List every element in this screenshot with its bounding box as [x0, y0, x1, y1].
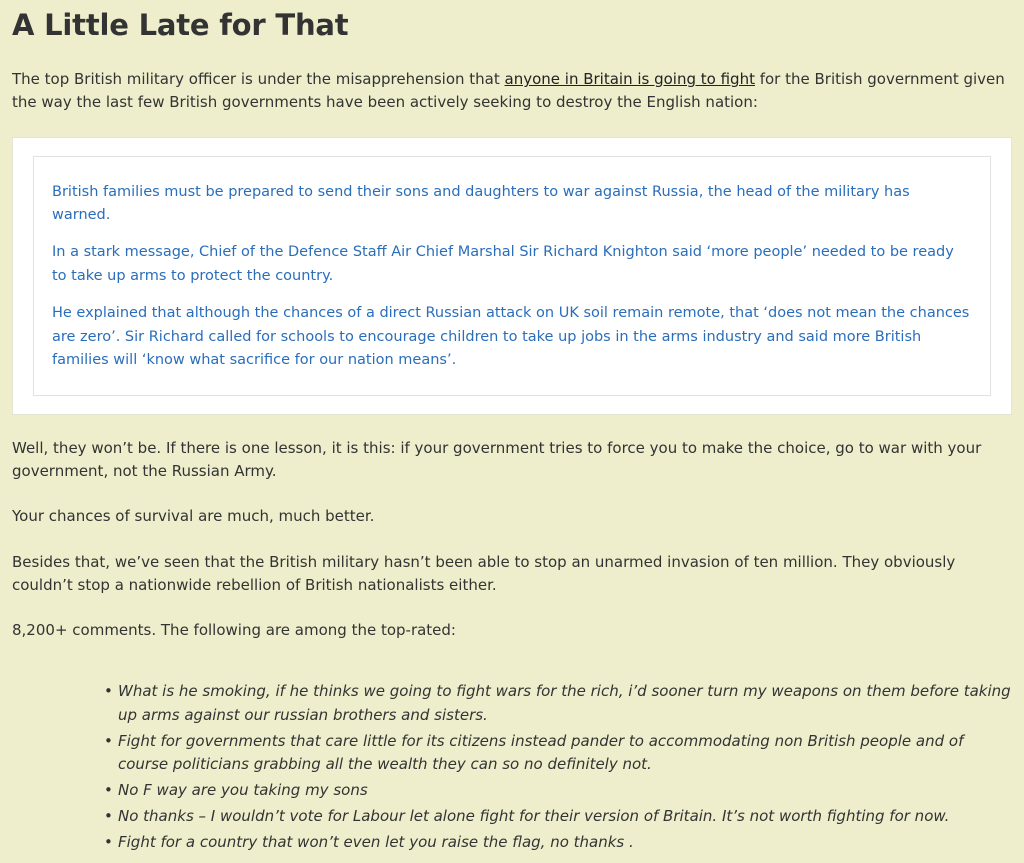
intro-paragraph	[12, 68, 1012, 115]
intro-text-after-link: for the British government given the way the last few British governments have been actively seeking to destroy the English nation:	[12, 70, 1005, 112]
quote-paragraph: British families must be prepared to send their sons and daughters to war against Russia, the head of the military has warned.	[52, 183, 910, 223]
list-item: • Fight for governments that care little for its citizens instead pander to accommodating non British people and of course politicians grabbing all the wealth they can so no definitely not.	[104, 730, 1012, 777]
list-item: • No thanks – I wouldn’t vote for Labour let alone fight for their version of Britain. It’s not worth fighting for now.	[104, 805, 1012, 829]
list-item: • No F way are you taking my sons	[104, 779, 1012, 803]
quote-paragraph: In a stark message, Chief of the Defence Staff Air Chief Marshal Sir Richard Knighton said ‘more people’ needed to be ready to take up arms to protect the country.	[52, 244, 954, 284]
blockquote-container	[12, 137, 1012, 415]
page-title: A Little Late for That	[12, 8, 349, 42]
commentary-paragraph: Well, they won’t be. If there is one lesson, it is this: if your government tries to force you to make the choice, go to war with your government, not the Russian Army.	[12, 438, 982, 481]
commentary-paragraph: Your chances of survival are much, much better.	[12, 507, 375, 526]
list-item: • Fight for a country that won’t even let you raise the flag, no thanks .	[104, 831, 1012, 855]
top-rated-comments-list	[12, 680, 1012, 854]
commentary-paragraph: 8,200+ comments. The following are among the top-rated:	[12, 621, 456, 640]
blockquote-inner	[33, 156, 991, 396]
intro-text-before-link: The top British military officer is under the misapprehension that	[12, 70, 505, 88]
commentary-paragraph: Besides that, we’ve seen that the British military hasn’t been able to stop an unarmed invasion of ten million. They obviously couldn’t stop a nationwide rebellion of British nationalists either.	[12, 552, 956, 594]
fight-article-link[interactable]: anyone in Britain is going to fight	[504, 70, 755, 88]
article-page	[0, 8, 1024, 854]
quote-paragraph: He explained that although the chances of a direct Russian attack on UK soil remain remote, that ‘does not mean the chances are zero’. Sir Richard called for schools to encourage children to take up jobs in the arms industry and said more British families will ‘know what sacrifice for our nation means’.	[52, 305, 970, 369]
list-spacer	[12, 664, 1012, 680]
list-item: • What is he smoking, if he thinks we going to fight wars for the rich, i’d sooner turn my weapons on them before taking up arms against our russian brothers and sisters.	[104, 680, 1012, 727]
